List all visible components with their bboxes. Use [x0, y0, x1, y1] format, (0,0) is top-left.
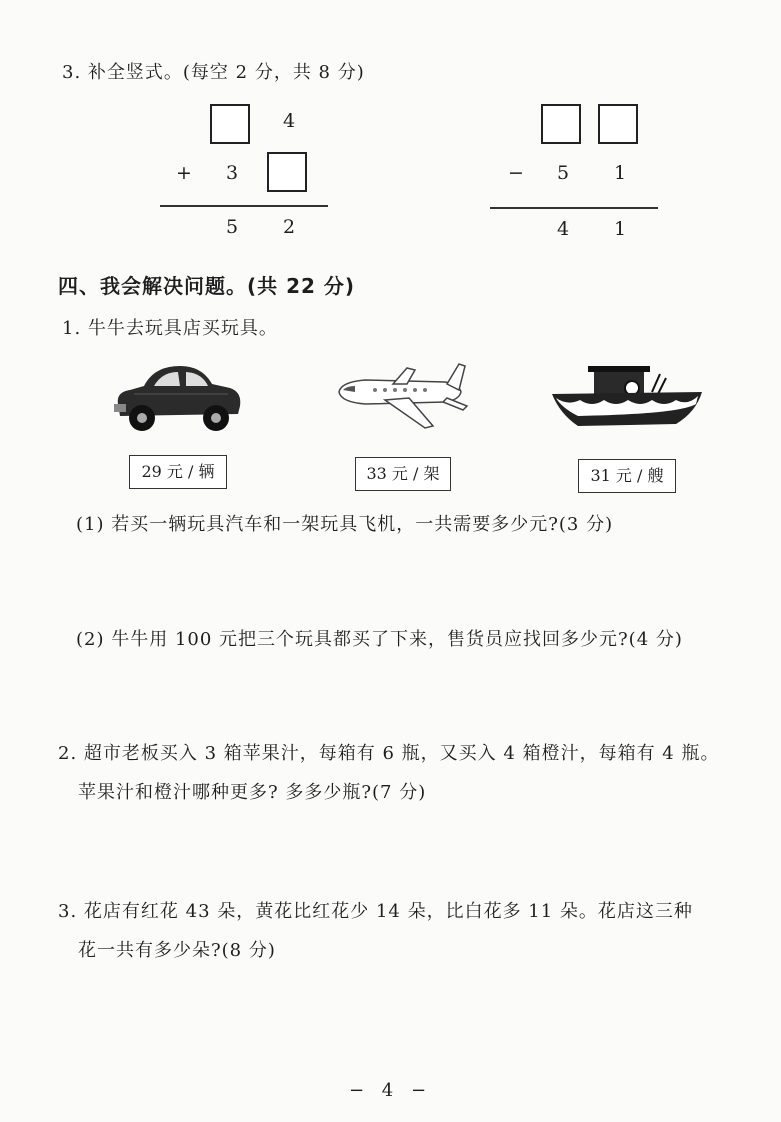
- digit: 5: [556, 162, 570, 184]
- boat-icon: [548, 362, 708, 432]
- answer-blank-box[interactable]: [598, 104, 638, 144]
- equation-line: [490, 207, 658, 209]
- section-title: 四、我会解决问题。(共 22 分): [58, 274, 356, 298]
- page-number: − 4 −: [348, 1080, 433, 1101]
- problem-3-line: 3. 花店有红花 43 朵，黄花比红花少 14 朵，比白花多 11 朵。花店这三种: [58, 901, 693, 922]
- answer-blank-box[interactable]: [210, 104, 250, 144]
- answer-blank-box[interactable]: [267, 152, 307, 192]
- problem-3-line: 花一共有多少朵?(8 分): [78, 940, 276, 961]
- problem-2-line: 2. 超市老板买入 3 箱苹果汁，每箱有 6 瓶，又买入 4 箱橙汁，每箱有 4 瓶。: [58, 743, 720, 764]
- car-icon: [110, 356, 246, 436]
- digit: 3: [225, 162, 239, 184]
- digit: 1: [613, 162, 627, 184]
- plus-sign: +: [176, 162, 192, 184]
- digit: 1: [613, 218, 627, 240]
- price-tag: 29 元 / 辆: [129, 455, 227, 489]
- digit: 5: [225, 216, 239, 238]
- digit: 4: [282, 110, 296, 132]
- price-tag: 33 元 / 架: [355, 457, 451, 491]
- problem-2-line: 苹果汁和橙汁哪种更多? 多多少瓶?(7 分): [78, 782, 427, 803]
- sub-question-2: (2) 牛牛用 100 元把三个玩具都买了下来，售货员应找回多少元?(4 分): [76, 629, 683, 650]
- plane-icon: [335, 362, 470, 434]
- digit: 4: [556, 218, 570, 240]
- problem-1-title: 1. 牛牛去玩具店买玩具。: [62, 318, 278, 339]
- sub-question-1: (1) 若买一辆玩具汽车和一架玩具飞机，一共需要多少元?(3 分): [76, 514, 614, 535]
- question-3-title: 3. 补全竖式。(每空 2 分，共 8 分): [62, 62, 365, 83]
- digit: 2: [282, 216, 296, 238]
- equation-line: [160, 205, 328, 207]
- minus-sign: −: [508, 162, 524, 184]
- price-tag: 31 元 / 艘: [578, 459, 676, 493]
- answer-blank-box[interactable]: [541, 104, 581, 144]
